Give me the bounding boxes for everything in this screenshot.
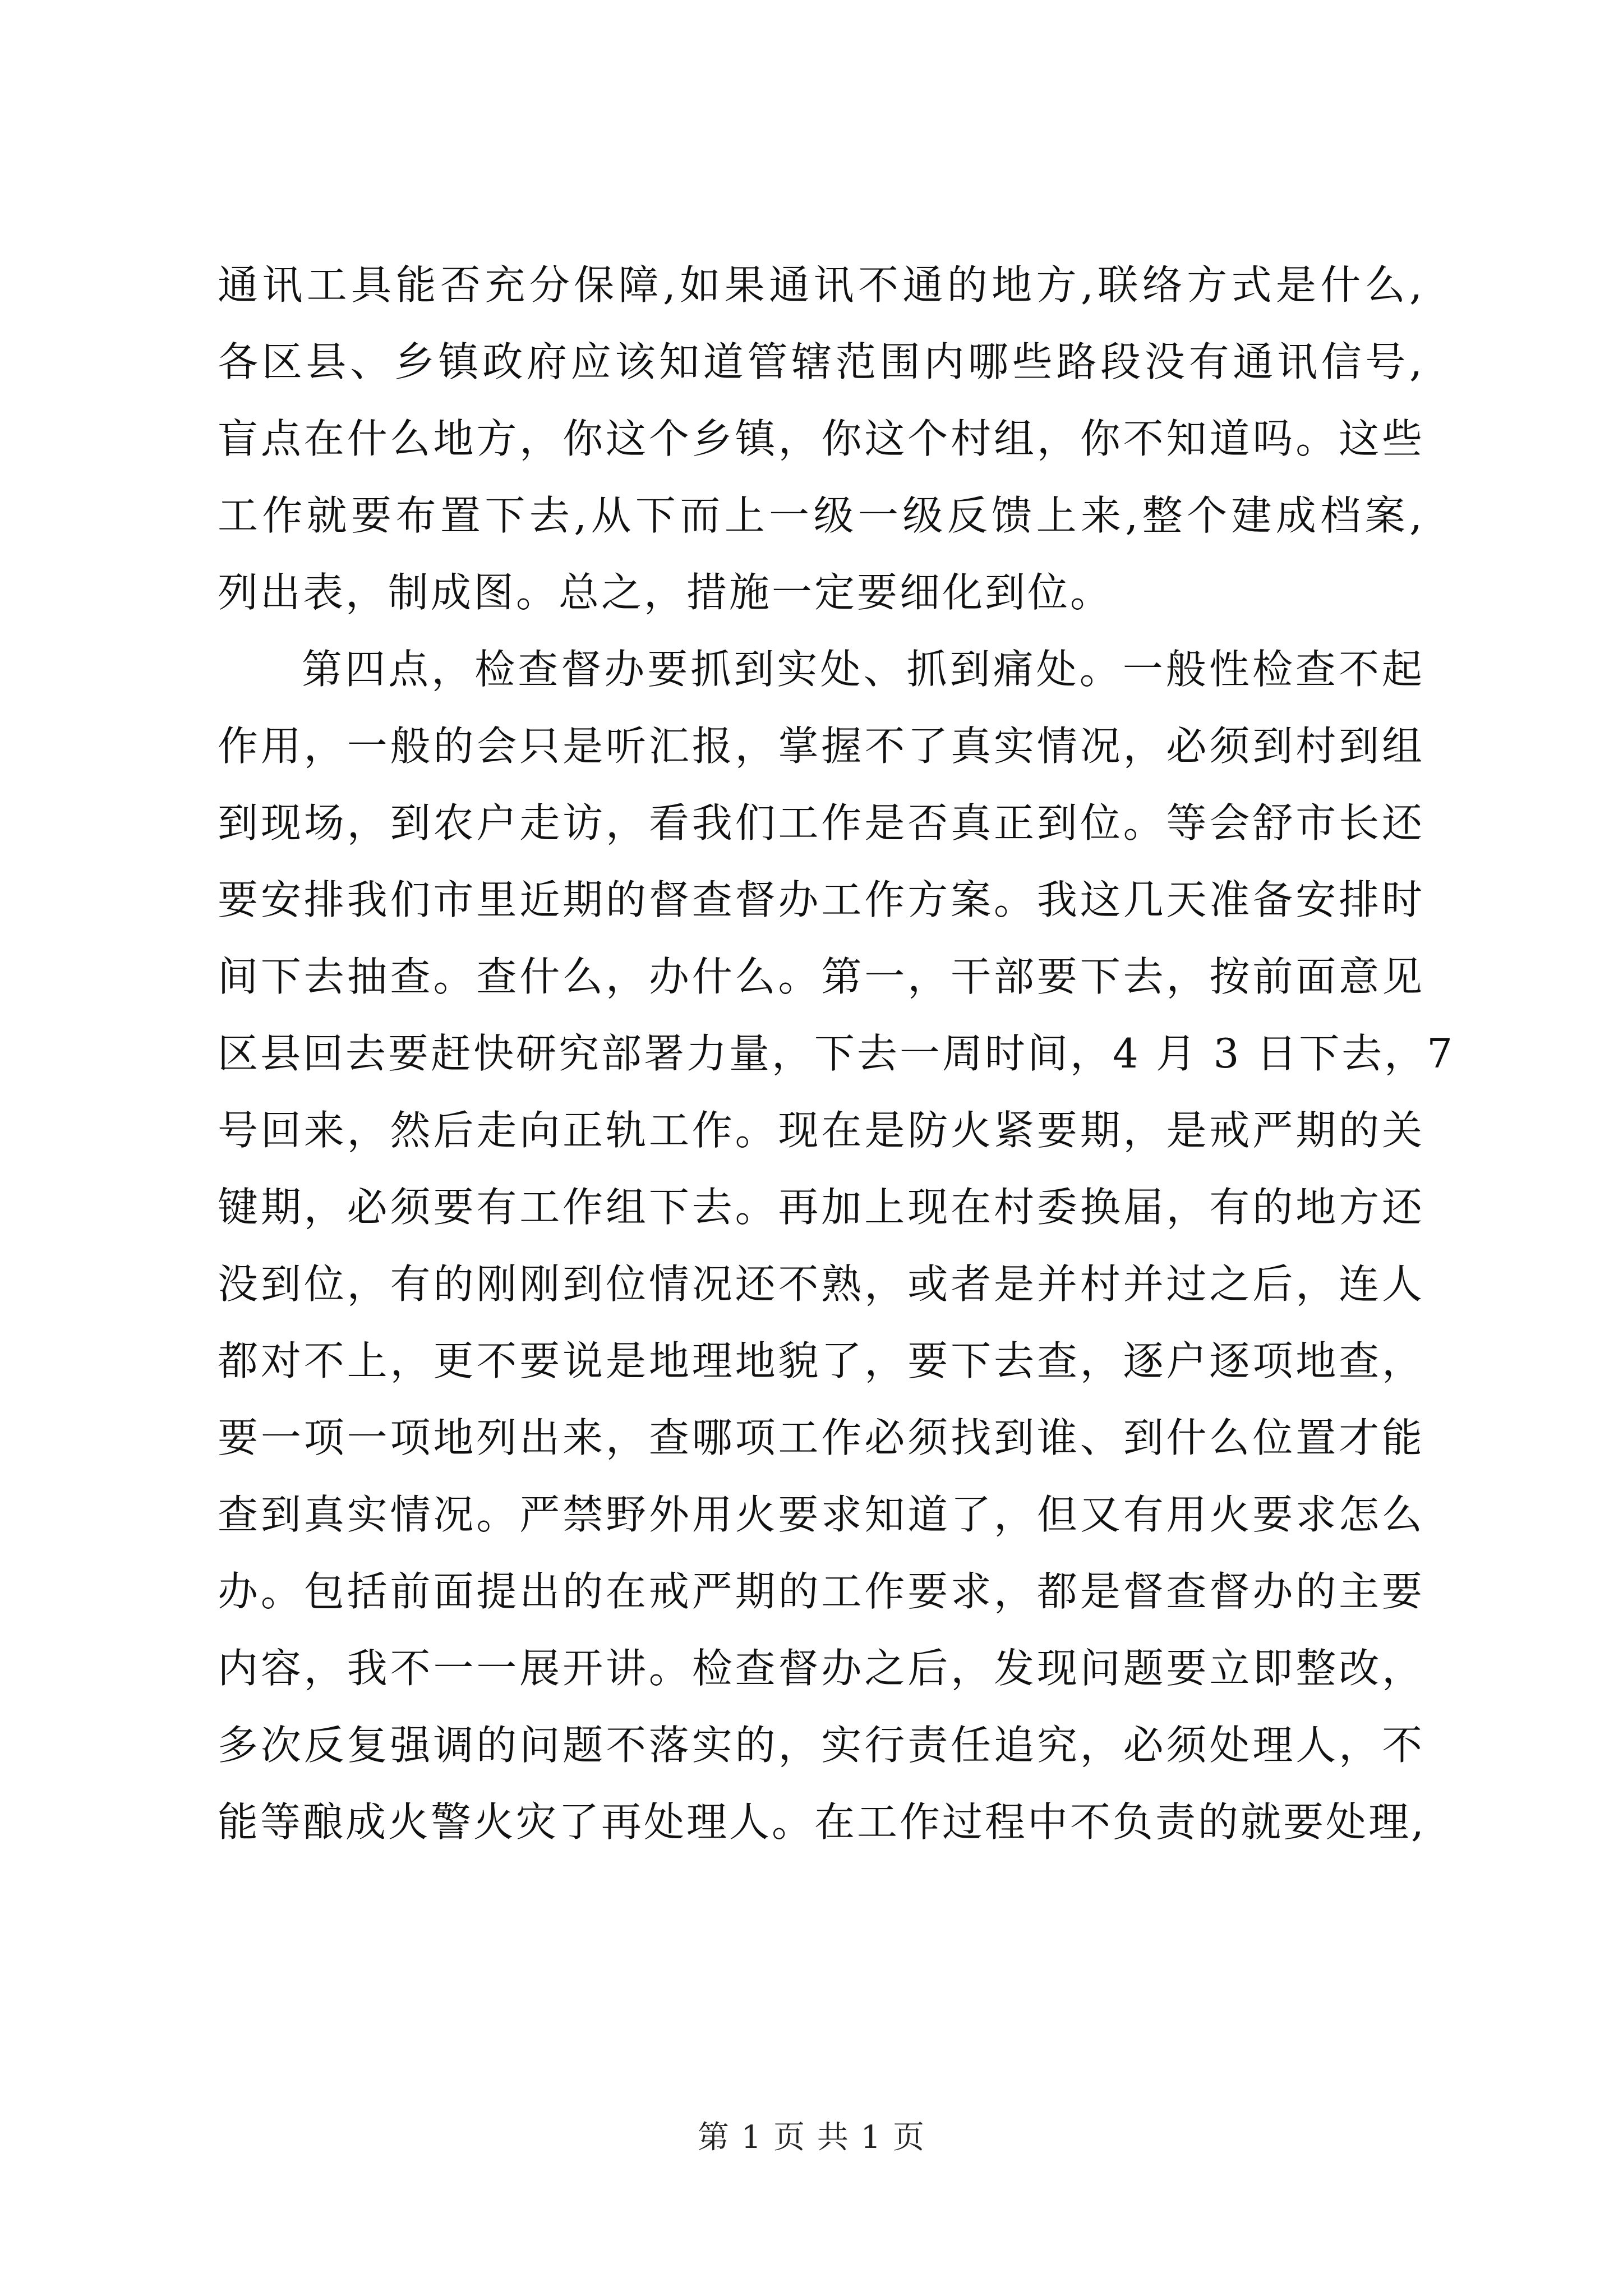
text-line: 第四点，检查督办要抓到实处、抓到痛处。一般性检查不起 [302,646,1424,693]
text-line: 键期，必须要有工作组下去。再加上现在村委换届，有的地方还 [218,1184,1424,1231]
text-line: 都对不上，更不要说是地理地貌了，要下去查，逐户逐项地查， [218,1337,1424,1384]
text-line: 办。包括前面提出的在戒严期的工作要求，都是督查督办的主要 [218,1568,1424,1615]
text-line: 作用，一般的会只是听汇报，掌握不了真实情况，必须到村到组 [218,723,1424,770]
paragraph [218,247,1424,631]
text-line: 工作就要布置下去,从下而上一级一级反馈上来,整个建成档案, [218,492,1424,539]
text-line: 内容，我不一一展开讲。检查督办之后，发现问题要立即整改， [218,1645,1424,1692]
text-line: 能等酿成火警火灾了再处理人。在工作过程中不负责的就要处理, [218,1798,1426,1846]
paragraph [218,631,1455,1861]
page-footer: 第 1 页 共 1 页 [697,2119,926,2156]
text-line: 通讯工具能否充分保障,如果通讯不通的地方,联络方式是什么, [218,261,1424,309]
text-line: 要安排我们市里近期的督查督办工作方案。我这几天准备安排时 [218,876,1424,923]
text-line: 多次反复强调的问题不落实的，实行责任追究，必须处理人，不 [218,1722,1424,1769]
document-body [218,247,1455,1861]
text-line: 各区县、乡镇政府应该知道管辖范围内哪些路段没有通讯信号, [218,338,1424,385]
text-line: 列出表，制成图。总之，措施一定要细化到位。 [218,569,1113,616]
text-line: 号回来，然后走向正轨工作。现在是防火紧要期，是戒严期的关 [218,1107,1424,1154]
text-line: 查到真实情况。严禁野外用火要求知道了，但又有用火要求怎么 [218,1491,1424,1538]
text-line: 到现场，到农户走访，看我们工作是否真正到位。等会舒市长还 [218,799,1424,846]
text-line: 要一项一项地列出来，查哪项工作必须找到谁、到什么位置才能 [218,1414,1424,1461]
text-line: 没到位，有的刚刚到位情况还不熟，或者是并村并过之后，连人 [218,1260,1424,1308]
text-line: 区县回去要赶快研究部署力量，下去一周时间，4 月 3 日下去，7 [218,1030,1455,1077]
text-line: 间下去抽查。查什么，办什么。第一，干部要下去，按前面意见 [218,953,1424,1000]
text-line: 盲点在什么地方，你这个乡镇，你这个村组，你不知道吗。这些 [218,415,1424,462]
